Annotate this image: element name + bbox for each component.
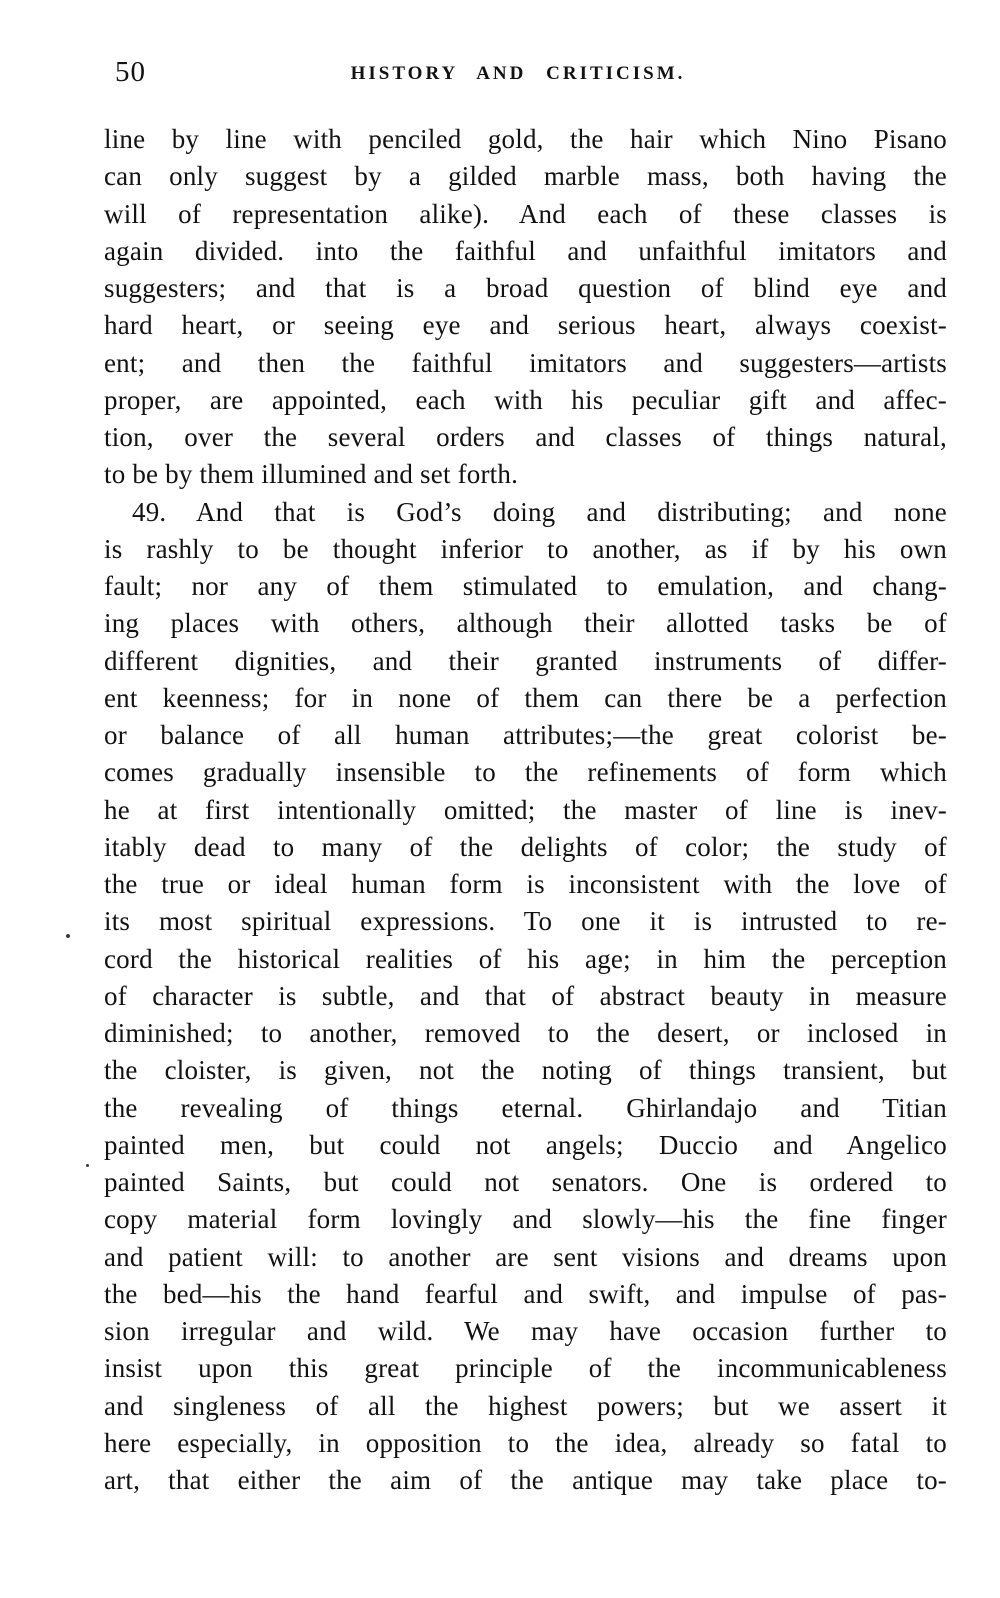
text-line: its most spiritual expressions. To one it is intrusted to re- — [104, 906, 947, 937]
text-line: different dignities, and their granted instruments of differ- — [104, 645, 947, 676]
page-number: 50 — [115, 56, 146, 88]
paragraph — [104, 121, 947, 494]
text-line: painted Saints, but could not senators. One is ordered to — [104, 1167, 947, 1197]
text-line: art, that either the aim of the antique may take place to- — [104, 1465, 947, 1495]
page-body-text — [104, 121, 947, 1499]
text-line: hard heart, or seeing eye and serious heart, always coexist- — [104, 310, 947, 341]
text-line: the true or ideal human form is inconsistent with the love of — [104, 869, 947, 899]
text-line: will of representation alike). And each of these classes is — [104, 198, 947, 229]
text-line: proper, are appointed, each with his peculiar gift and affec- — [104, 384, 947, 415]
text-line: to be by them illumined and set forth. — [104, 459, 519, 490]
text-line: is rashly to be thought inferior to another, as if by his own — [104, 533, 947, 564]
text-line: insist upon this great principle of the incommunicableness — [104, 1353, 947, 1384]
text-line: of character is subtle, and that of abstract beauty in measure — [104, 980, 947, 1011]
text-line: here especially, in opposition to the idea, already so fatal to — [104, 1427, 947, 1458]
text-line: or balance of all human attributes;—the great colorist be- — [104, 720, 947, 750]
text-line: 49. And that is God’s doing and distributing; and none — [132, 496, 947, 527]
text-line: itably dead to many of the delights of color; the study of — [104, 831, 947, 862]
text-line: ing places with others, although their allotted tasks be of — [104, 608, 947, 639]
text-line: he at first intentionally omitted; the master of line is inev- — [104, 794, 947, 825]
text-line: the cloister, is given, not the noting of things transient, but — [104, 1055, 947, 1086]
text-line: again divided. into the faithful and unfaithful imitators and — [104, 235, 947, 266]
text-line: and singleness of all the highest powers; but we assert it — [104, 1390, 947, 1421]
text-line: painted men, but could not angels; Duccio and Angelico — [104, 1129, 947, 1160]
text-line: cord the historical realities of his age; in him the perception — [104, 943, 947, 974]
paragraph — [104, 494, 947, 1500]
running-header: HISTORY AND CRITICISM. — [350, 63, 686, 84]
text-line: tion, over the several orders and classes of things natural, — [104, 422, 947, 452]
text-line: copy material form lovingly and slowly—his the fine finger — [104, 1204, 947, 1235]
text-line: comes gradually insensible to the refinements of form which — [104, 757, 947, 788]
text-line: can only suggest by a gilded marble mass, both having the — [104, 161, 947, 192]
text-line: fault; nor any of them stimulated to emulation, and chang- — [104, 571, 947, 601]
text-line: ent keenness; for in none of them can there be a perfection — [104, 682, 947, 713]
text-line: suggesters; and that is a broad question of blind eye and — [104, 273, 947, 303]
text-line: and patient will: to another are sent visions and dreams upon — [104, 1241, 947, 1272]
text-line: ent; and then the faithful imitators and suggesters—artists — [104, 347, 947, 378]
text-line: sion irregular and wild. We may have occasion further to — [104, 1316, 947, 1346]
text-line: diminished; to another, removed to the desert, or inclosed in — [104, 1018, 947, 1048]
scan-speck — [66, 934, 70, 938]
text-line: line by line with penciled gold, the hair which Nino Pisano — [104, 124, 947, 154]
text-line: the bed—his the hand fearful and swift, and impulse of pas- — [104, 1278, 947, 1309]
text-line: the revealing of things eternal. Ghirlandajo and Titian — [104, 1092, 947, 1123]
scan-speck — [86, 1164, 89, 1167]
